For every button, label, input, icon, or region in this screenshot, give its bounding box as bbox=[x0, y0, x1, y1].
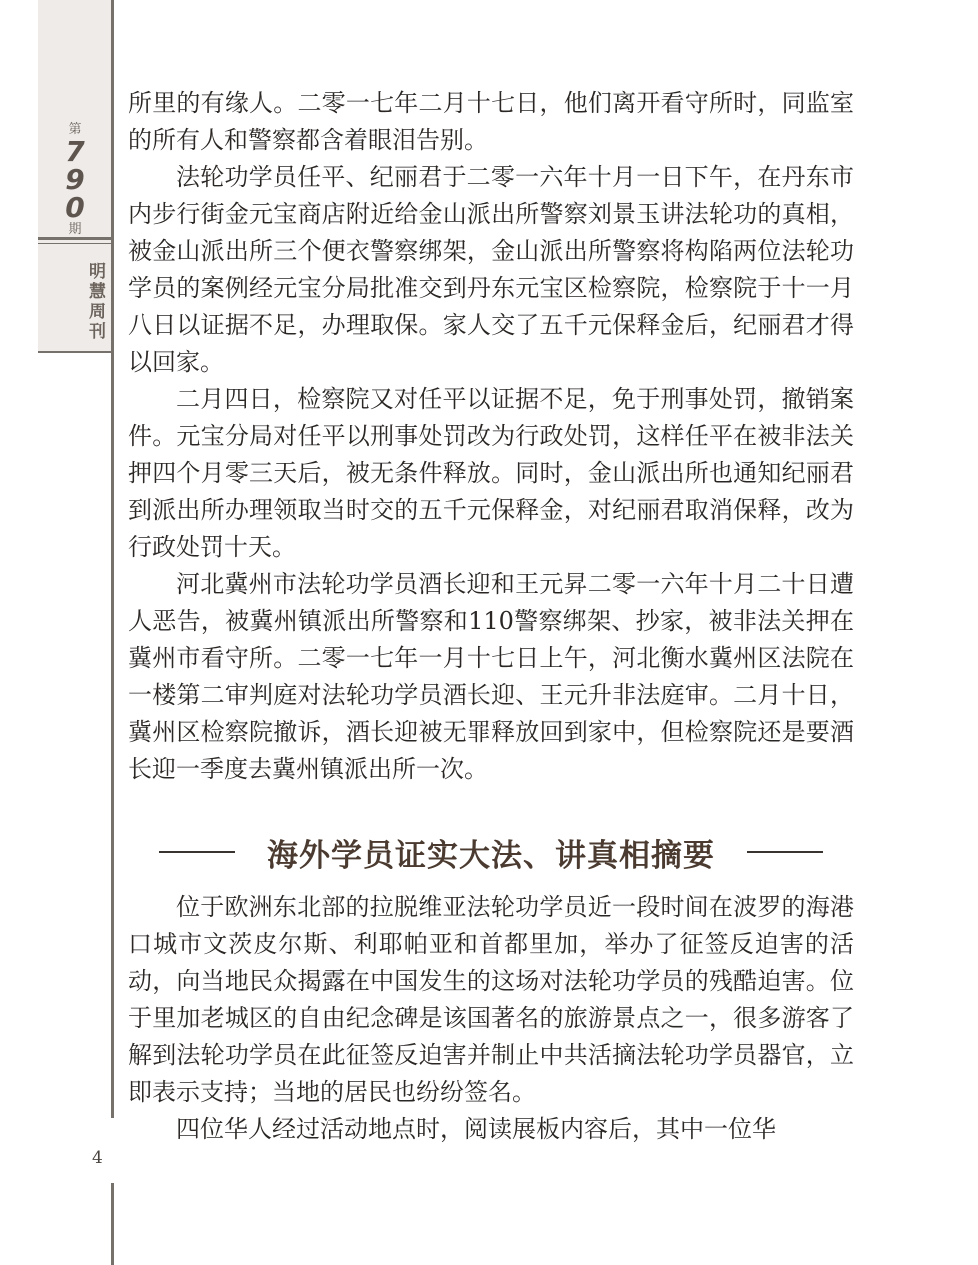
vertical-rule-lower bbox=[111, 1183, 114, 1265]
divider bbox=[38, 351, 111, 353]
page-number: 4 bbox=[92, 1148, 103, 1168]
heading-rule-left bbox=[159, 851, 235, 853]
issue-prefix: 第 bbox=[68, 122, 82, 137]
issue-number bbox=[38, 122, 112, 238]
issue-digit: 9 bbox=[65, 163, 85, 196]
heading-rule-right bbox=[747, 851, 823, 853]
paragraph: 所里的有缘人。二零一七年二月十七日，他们离开看守所时，同监室的所有人和警察都含着眼泪告别。 bbox=[128, 89, 854, 154]
divider bbox=[38, 237, 111, 240]
article-body bbox=[128, 85, 854, 1148]
issue-suffix: 期 bbox=[68, 222, 82, 237]
paragraph: 河北冀州市法轮功学员酒长迎和王元昇二零一六年十月二十日遭人恶告，被冀州镇派出所警察和110警察绑架、抄家，被非法关押在冀州市看守所。二零一七年一月十七日上午，河北衡水冀州区法院在一楼第二审判庭对法轮功学员酒长迎、王元升非法庭审。二月十日，冀州区检察院撤诉，酒长迎被无罪释放回到家中，但检察院还是要酒长迎一季度去冀州镇派出所一次。 bbox=[128, 570, 854, 783]
section-heading bbox=[128, 825, 854, 879]
divider bbox=[38, 243, 111, 244]
issue-digit: 0 bbox=[65, 191, 85, 224]
paragraph: 二月四日，检察院又对任平以证据不足，免于刑事处罚，撤销案件。元宝分局对任平以刑事处罚改为行政处罚，这样任平在被非法关押四个月零三天后，被无条件释放。同时，金山派出所也通知纪丽君到派出所办理领取当时交的五千元保释金，对纪丽君取消保释，改为行政处罚十天。 bbox=[128, 385, 854, 561]
section-title: 海外学员证实大法、讲真相摘要 bbox=[267, 837, 715, 874]
paragraph: 法轮功学员任平、纪丽君于二零一六年十月一日下午，在丹东市内步行街金元宝商店附近给金山派出所警察刘景玉讲法轮功的真相，被金山派出所三个便衣警察绑架，金山派出所警察将构陷两位法轮功学员的案例经元宝分局批准交到丹东元宝区检察院，检察院于十一月八日以证据不足，办理取保。家人交了五千元保释金后，纪丽君才得以回家。 bbox=[128, 163, 854, 376]
issue-digit: 7 bbox=[65, 135, 85, 168]
paragraph: 四位华人经过活动地点时，阅读展板内容后，其中一位华 bbox=[176, 1115, 776, 1143]
paragraph: 位于欧洲东北部的拉脱维亚法轮功学员近一段时间在波罗的海港口城市文茨皮尔斯、利耶帕亚和首都里加，举办了征签反迫害的活动，向当地民众揭露在中国发生的这场对法轮功学员的残酷迫害。位于里加老城区的自由纪念碑是该国著名的旅游景点之一，很多游客了解到法轮功学员在此征签反迫害并制止中共活摘法轮功学员器官，立即表示支持；当地的居民也纷纷签名。 bbox=[128, 893, 854, 1106]
publication-name: 明慧周刊 bbox=[85, 262, 105, 342]
